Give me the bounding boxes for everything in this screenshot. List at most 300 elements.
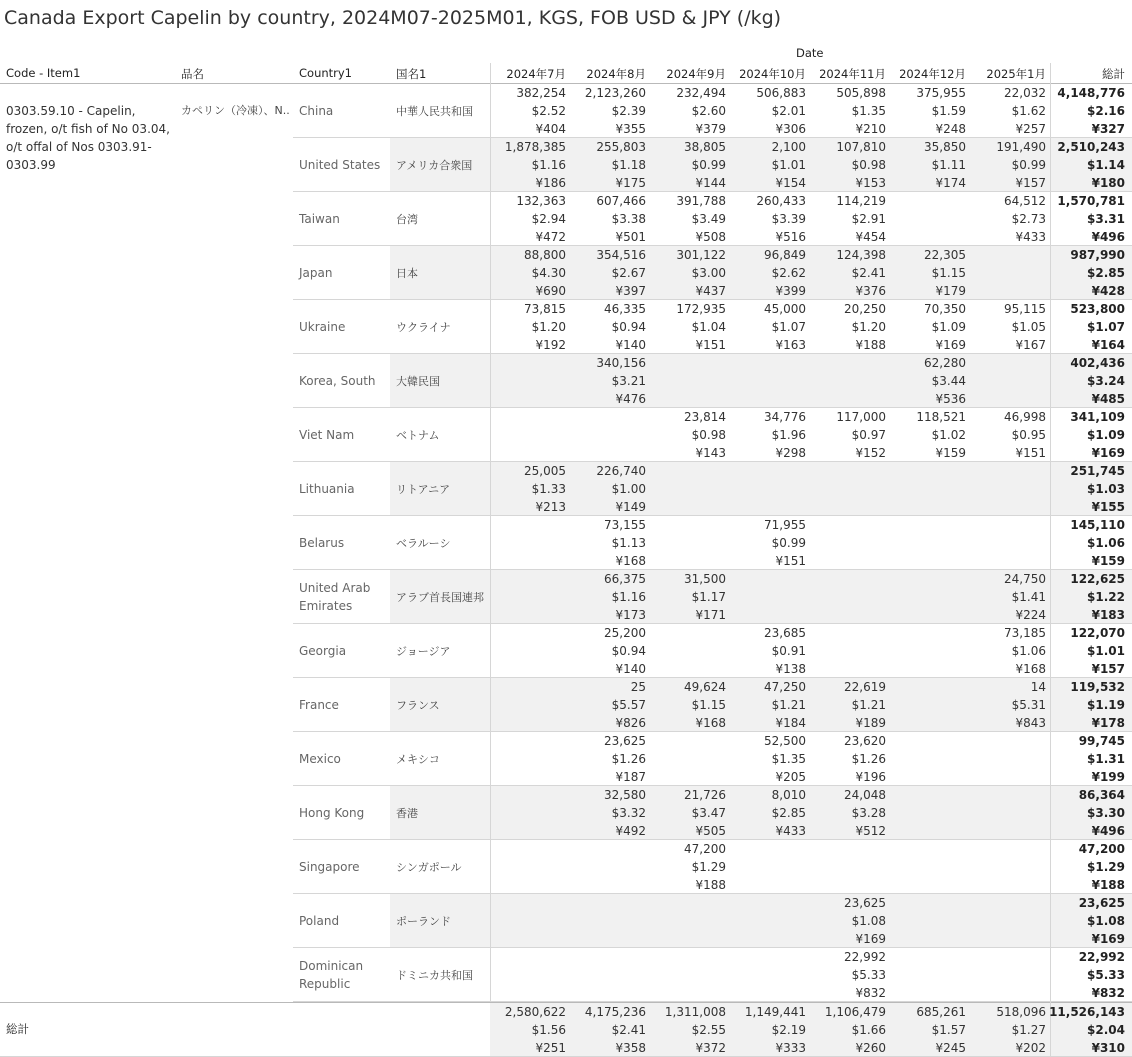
month-header: 2024年9月 [666, 67, 726, 81]
grand-total-cell: ¥202 [1015, 1041, 1046, 1055]
country-ja-label: リトアニア [396, 483, 451, 496]
row-total-cell: ¥496 [1091, 230, 1125, 244]
value-cell: $0.97 [851, 428, 886, 442]
value-cell: $1.16 [531, 158, 566, 172]
country-label: Lithuania [299, 482, 355, 496]
row-total-cell: 47,200 [1078, 842, 1125, 856]
value-cell: $3.00 [691, 266, 726, 280]
value-cell: $2.01 [771, 104, 806, 118]
value-cell: ¥188 [855, 338, 886, 352]
value-cell: $0.99 [691, 158, 726, 172]
value-cell: $2.94 [531, 212, 566, 226]
value-cell: ¥472 [535, 230, 566, 244]
grand-total-cell: ¥333 [775, 1041, 806, 1055]
row-total-cell: ¥485 [1091, 392, 1125, 406]
value-cell: ¥832 [855, 986, 886, 1000]
value-cell: ¥184 [775, 716, 806, 730]
value-cell: $1.21 [851, 698, 886, 712]
value-cell: $1.15 [931, 266, 966, 280]
value-cell: 607,466 [596, 194, 646, 208]
month-header: 2024年7月 [506, 67, 566, 81]
row-total-cell: ¥199 [1091, 770, 1125, 784]
row-total-cell: ¥169 [1091, 932, 1125, 946]
country-ja-label: 台湾 [396, 213, 418, 226]
row-total-cell: ¥157 [1091, 662, 1125, 676]
value-cell: $1.21 [771, 698, 806, 712]
month-header: 2024年12月 [899, 67, 966, 81]
value-cell: 226,740 [596, 464, 646, 478]
row-total-cell: ¥164 [1091, 338, 1125, 352]
value-cell: $0.98 [691, 428, 726, 442]
value-cell: ¥379 [695, 122, 726, 136]
row-total-cell: $1.01 [1087, 644, 1125, 658]
value-cell: 22,305 [924, 248, 966, 262]
country-label: Korea, South [299, 374, 376, 388]
value-cell: 64,512 [1004, 194, 1046, 208]
row-total-cell: $1.06 [1087, 536, 1125, 550]
value-cell: 8,010 [771, 788, 806, 802]
value-cell: $1.09 [931, 320, 966, 334]
value-cell: 25,200 [604, 626, 646, 640]
value-cell: ¥189 [855, 716, 886, 730]
country-ja-label: フランス [396, 699, 440, 712]
value-cell: 96,849 [764, 248, 806, 262]
row-total-cell: $1.14 [1087, 158, 1125, 172]
value-cell: $2.91 [851, 212, 886, 226]
value-cell: $0.99 [771, 536, 806, 550]
value-cell: $3.28 [851, 806, 886, 820]
value-cell: ¥508 [695, 230, 726, 244]
country-label: Taiwan [299, 212, 340, 226]
month-header: 2025年1月 [986, 67, 1046, 81]
grand-total-cell: $1.56 [531, 1023, 566, 1037]
value-cell: 23,625 [844, 896, 886, 910]
value-cell: ¥149 [615, 500, 646, 514]
value-cell: ¥154 [775, 176, 806, 190]
value-cell: 35,850 [924, 140, 966, 154]
grand-total-cell: 1,149,441 [744, 1005, 806, 1019]
value-cell: 391,788 [676, 194, 726, 208]
value-cell: ¥205 [775, 770, 806, 784]
value-cell: 38,805 [684, 140, 726, 154]
value-cell: $2.62 [771, 266, 806, 280]
country-ja-label: メキシコ [396, 753, 440, 766]
row-total-cell: 523,800 [1070, 302, 1125, 316]
row-total-cell: ¥428 [1091, 284, 1125, 298]
value-cell: 22,992 [844, 950, 886, 964]
value-cell: $1.16 [611, 590, 646, 604]
value-cell: 260,433 [756, 194, 806, 208]
value-cell: 23,814 [684, 410, 726, 424]
country-header: Country1 [299, 66, 353, 80]
value-cell: $1.26 [851, 752, 886, 766]
value-cell: ¥168 [1015, 662, 1046, 676]
country-label: Hong Kong [299, 806, 365, 820]
row-total-cell: ¥496 [1091, 824, 1125, 838]
value-cell: $2.67 [611, 266, 646, 280]
value-cell: ¥248 [935, 122, 966, 136]
value-cell: ¥168 [615, 554, 646, 568]
row-total-cell: 987,990 [1070, 248, 1125, 262]
value-cell: 14 [1030, 680, 1046, 694]
value-cell: 107,810 [836, 140, 886, 154]
grand-total-cell: ¥358 [615, 1041, 646, 1055]
value-cell: ¥512 [855, 824, 886, 838]
total-header: 総計 [1102, 67, 1125, 81]
value-cell: $3.32 [611, 806, 646, 820]
value-cell: ¥376 [855, 284, 886, 298]
value-cell: 118,521 [916, 410, 966, 424]
value-cell: $3.44 [931, 374, 966, 388]
value-cell: 23,620 [844, 734, 886, 748]
value-cell: ¥163 [775, 338, 806, 352]
row-total-cell: $5.33 [1087, 968, 1125, 982]
row-total-cell: ¥159 [1091, 554, 1125, 568]
value-cell: $3.49 [691, 212, 726, 226]
value-cell: ¥151 [695, 338, 726, 352]
value-cell: 22,619 [844, 680, 886, 694]
value-cell: 34,776 [764, 410, 806, 424]
value-cell: 506,883 [756, 86, 806, 100]
row-total-cell: ¥155 [1091, 500, 1125, 514]
country-ja-label: ベトナム [396, 429, 440, 442]
row-total-cell: ¥832 [1091, 986, 1125, 1000]
grand-total-cell: $2.55 [691, 1023, 726, 1037]
value-cell: ¥505 [695, 824, 726, 838]
value-cell: ¥186 [535, 176, 566, 190]
country-ja-label: シンガポール [396, 861, 462, 874]
country-ja-label: ウクライナ [396, 321, 451, 334]
grand-total-cell: $1.66 [851, 1023, 886, 1037]
value-cell: ¥151 [1015, 446, 1046, 460]
value-cell: 23,625 [604, 734, 646, 748]
value-cell: 32,580 [604, 788, 646, 802]
value-cell: $1.26 [611, 752, 646, 766]
value-cell: ¥843 [1015, 716, 1046, 730]
value-cell: ¥454 [855, 230, 886, 244]
grand-total-cell: 2,580,622 [504, 1005, 566, 1019]
row-total-cell: 4,148,776 [1057, 86, 1125, 100]
grand-total-cell: 4,175,236 [584, 1005, 646, 1019]
item-code-label: 0303.59.10 - Capelin, frozen, o/t fish of No 03.04, o/t offal of Nos 0303.91-0303.99 [6, 104, 170, 172]
country-label: United Arab Emirates [299, 581, 371, 613]
value-cell: ¥399 [775, 284, 806, 298]
value-cell: $1.00 [611, 482, 646, 496]
value-cell: 47,250 [764, 680, 806, 694]
country-ja-label: 中華人民共和国 [396, 105, 473, 118]
value-cell: $5.33 [851, 968, 886, 982]
value-cell: 24,750 [1004, 572, 1046, 586]
value-cell: $1.07 [771, 320, 806, 334]
country-label: China [299, 104, 334, 118]
country-ja-label: ポーランド [396, 915, 451, 928]
value-cell: $4.30 [531, 266, 566, 280]
grand-total-cell: $1.27 [1011, 1023, 1046, 1037]
value-cell: 23,685 [764, 626, 806, 640]
country-label: Belarus [299, 536, 345, 550]
value-cell: 301,122 [676, 248, 726, 262]
country-label: Dominican Republic [299, 959, 364, 991]
value-cell: $1.08 [851, 914, 886, 928]
value-cell: ¥501 [615, 230, 646, 244]
grand-total-cell: 1,106,479 [824, 1005, 886, 1019]
row-total-cell: 145,110 [1070, 518, 1125, 532]
value-cell: 172,935 [676, 302, 726, 316]
value-cell: 52,500 [764, 734, 806, 748]
column-divider [1050, 63, 1051, 84]
grand-total-cell: $2.41 [611, 1023, 646, 1037]
grand-total-cell: ¥372 [695, 1041, 726, 1055]
value-cell: $1.35 [851, 104, 886, 118]
value-cell: 25 [630, 680, 646, 694]
value-cell: ¥151 [775, 554, 806, 568]
value-cell: ¥157 [1015, 176, 1046, 190]
row-total-cell: $1.09 [1087, 428, 1125, 442]
value-cell: ¥433 [775, 824, 806, 838]
value-cell: ¥192 [535, 338, 566, 352]
row-total-cell: $1.03 [1087, 482, 1125, 496]
row-divider [293, 947, 1132, 948]
value-cell: $2.60 [691, 104, 726, 118]
value-cell: $1.01 [771, 158, 806, 172]
row-total-cell: 1,570,781 [1057, 194, 1125, 208]
value-cell: 114,219 [836, 194, 886, 208]
row-total-cell: $2.16 [1087, 104, 1125, 118]
value-cell: 45,000 [764, 302, 806, 316]
grand-total-label: 総計 [6, 1022, 29, 1036]
row-total-cell: $1.22 [1087, 590, 1125, 604]
row-total-cell: 122,070 [1070, 626, 1125, 640]
row-total-cell: $2.85 [1087, 266, 1125, 280]
value-cell: $0.99 [1011, 158, 1046, 172]
row-band [390, 894, 1132, 948]
column-divider [490, 63, 491, 84]
value-cell: 21,726 [684, 788, 726, 802]
value-cell: $3.21 [611, 374, 646, 388]
value-cell: ¥257 [1015, 122, 1046, 136]
value-cell: ¥169 [935, 338, 966, 352]
value-cell: $2.41 [851, 266, 886, 280]
row-total-cell: 2,510,243 [1057, 140, 1125, 154]
value-cell: $1.13 [611, 536, 646, 550]
value-cell: ¥143 [695, 446, 726, 460]
grand-total-sum-cell: $2.04 [1087, 1023, 1125, 1037]
total-column-divider [1050, 84, 1051, 1056]
value-cell: ¥168 [695, 716, 726, 730]
value-cell: ¥171 [695, 608, 726, 622]
value-cell: 20,250 [844, 302, 886, 316]
value-cell: 117,000 [836, 410, 886, 424]
value-cell: 71,955 [764, 518, 806, 532]
value-cell: ¥153 [855, 176, 886, 190]
value-cell: $1.62 [1011, 104, 1046, 118]
value-cell: ¥437 [695, 284, 726, 298]
row-total-cell: $3.30 [1087, 806, 1125, 820]
country-label: Ukraine [299, 320, 346, 334]
value-cell: ¥213 [535, 500, 566, 514]
value-cell: $2.52 [531, 104, 566, 118]
value-cell: 232,494 [676, 86, 726, 100]
value-cell: $3.38 [611, 212, 646, 226]
value-cell: ¥306 [775, 122, 806, 136]
value-cell: ¥169 [855, 932, 886, 946]
country-ja-label: 香港 [396, 807, 418, 820]
value-cell: 22,032 [1004, 86, 1046, 100]
value-cell: ¥174 [935, 176, 966, 190]
row-total-cell: $3.31 [1087, 212, 1125, 226]
row-total-cell: $1.31 [1087, 752, 1125, 766]
value-cell: 124,398 [836, 248, 886, 262]
value-cell: 31,500 [684, 572, 726, 586]
country-label: Viet Nam [299, 428, 355, 442]
value-cell: 191,490 [996, 140, 1046, 154]
value-cell: $1.20 [531, 320, 566, 334]
country-ja-label: ドミニカ共和国 [396, 969, 473, 982]
value-cell: ¥536 [935, 392, 966, 406]
code-item-header: Code - Item1 [6, 66, 81, 80]
value-cell: 255,803 [596, 140, 646, 154]
row-total-cell: 22,992 [1078, 950, 1125, 964]
value-cell: $1.29 [691, 860, 726, 874]
row-total-cell: 122,625 [1070, 572, 1125, 586]
value-cell: $2.85 [771, 806, 806, 820]
country-ja-label: アラブ首長国連邦 [396, 591, 484, 604]
value-cell: ¥187 [615, 770, 646, 784]
value-cell: $2.39 [611, 104, 646, 118]
value-cell: ¥210 [855, 122, 886, 136]
value-cell: ¥152 [855, 446, 886, 460]
grand-total-sum-cell: ¥310 [1091, 1041, 1125, 1055]
value-cell: 24,048 [844, 788, 886, 802]
value-cell: $1.05 [1011, 320, 1046, 334]
value-cell: 354,516 [596, 248, 646, 262]
value-cell: ¥140 [615, 338, 646, 352]
value-cell: ¥826 [615, 716, 646, 730]
value-cell: 62,280 [924, 356, 966, 370]
value-cell: 70,350 [924, 302, 966, 316]
value-cell: 46,998 [1004, 410, 1046, 424]
country-ja-label: ベラルーシ [396, 537, 451, 550]
country-label: Mexico [299, 752, 341, 766]
value-cell: ¥138 [775, 662, 806, 676]
value-cell: $0.94 [611, 320, 646, 334]
value-cell: $1.11 [931, 158, 966, 172]
row-total-cell: ¥183 [1091, 608, 1125, 622]
item-hinmei-label: カペリン（冷凍）、N.. [181, 104, 290, 117]
value-cell: $1.33 [531, 482, 566, 496]
country-label: Georgia [299, 644, 347, 658]
value-cell: $3.47 [691, 806, 726, 820]
value-cell: 2,100 [771, 140, 806, 154]
row-total-cell: 23,625 [1078, 896, 1125, 910]
value-cell: ¥298 [775, 446, 806, 460]
month-header: 2024年8月 [586, 67, 646, 81]
value-cell: ¥159 [935, 446, 966, 460]
value-cell: ¥476 [615, 392, 646, 406]
row-total-cell: 119,532 [1070, 680, 1125, 694]
row-total-cell: 402,436 [1070, 356, 1125, 370]
value-cell: $1.17 [691, 590, 726, 604]
country-label: United States [299, 158, 381, 172]
value-cell: 340,156 [596, 356, 646, 370]
row-total-cell: $1.08 [1087, 914, 1125, 928]
row-total-cell: ¥180 [1091, 176, 1125, 190]
value-cell: $1.04 [691, 320, 726, 334]
value-cell: 2,123,260 [584, 86, 646, 100]
value-cell: 382,254 [516, 86, 566, 100]
grand-total-cell: 518,096 [996, 1005, 1046, 1019]
value-cell: 1,878,385 [504, 140, 566, 154]
grand-total-cell: 1,311,008 [664, 1005, 726, 1019]
country-ja-label: 日本 [396, 267, 418, 280]
value-cell: ¥179 [935, 284, 966, 298]
value-cell: $1.35 [771, 752, 806, 766]
value-cell: $0.91 [771, 644, 806, 658]
value-cell: 73,155 [604, 518, 646, 532]
value-cell: ¥167 [1015, 338, 1046, 352]
row-total-cell: ¥178 [1091, 716, 1125, 730]
row-total-cell: ¥188 [1091, 878, 1125, 892]
value-cell: $1.18 [611, 158, 646, 172]
value-cell: 375,955 [916, 86, 966, 100]
row-total-cell: 86,364 [1078, 788, 1125, 802]
row-total-cell: $1.19 [1087, 698, 1125, 712]
value-cell: ¥188 [695, 878, 726, 892]
value-cell: ¥404 [535, 122, 566, 136]
value-cell: ¥433 [1015, 230, 1046, 244]
value-cell: $5.31 [1011, 698, 1046, 712]
row-total-cell: $1.07 [1087, 320, 1125, 334]
value-cell: $0.98 [851, 158, 886, 172]
grand-total-cell: ¥251 [535, 1041, 566, 1055]
country-ja-label: アメリカ合衆国 [396, 159, 473, 172]
value-cell: $1.96 [771, 428, 806, 442]
value-cell: 73,815 [524, 302, 566, 316]
row-total-cell: $1.29 [1087, 860, 1125, 874]
grand-total-cell: ¥245 [935, 1041, 966, 1055]
value-cell: $1.06 [1011, 644, 1046, 658]
value-cell: 47,200 [684, 842, 726, 856]
value-cell: $1.59 [931, 104, 966, 118]
value-cell: ¥173 [615, 608, 646, 622]
value-cell: 505,898 [836, 86, 886, 100]
value-cell: ¥397 [615, 284, 646, 298]
value-cell: 49,624 [684, 680, 726, 694]
value-cell: ¥175 [615, 176, 646, 190]
value-cell: 46,335 [604, 302, 646, 316]
value-cell: ¥140 [615, 662, 646, 676]
value-cell: 95,115 [1004, 302, 1046, 316]
row-divider [293, 515, 1132, 516]
value-cell: 66,375 [604, 572, 646, 586]
date-header: Date [796, 46, 824, 60]
row-total-cell: 251,745 [1070, 464, 1125, 478]
value-cell: 25,005 [524, 464, 566, 478]
country-label: Poland [299, 914, 340, 928]
grand-total-sum-cell: 11,526,143 [1049, 1005, 1125, 1019]
data-area-divider [490, 84, 491, 1002]
value-cell: 88,800 [524, 248, 566, 262]
kokumei-header: 国名1 [396, 67, 427, 81]
country-label: France [299, 698, 339, 712]
value-cell: $1.02 [931, 428, 966, 442]
value-cell: ¥516 [775, 230, 806, 244]
value-cell: 132,363 [516, 194, 566, 208]
country-label: Japan [299, 266, 333, 280]
country-label: Singapore [299, 860, 360, 874]
row-band [390, 354, 1132, 408]
country-ja-label: 大韓民国 [396, 375, 440, 388]
